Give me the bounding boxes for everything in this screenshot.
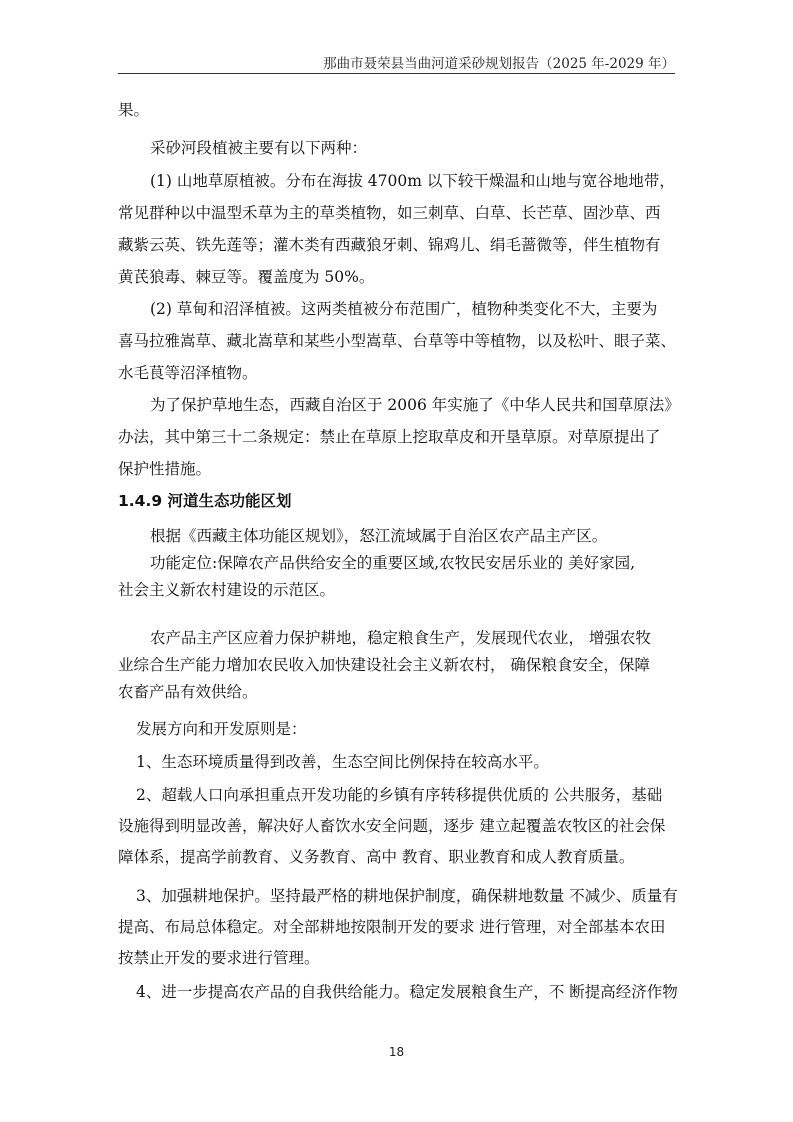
paragraph-line: 藏紫云英、铁先莲等；灌木类有西藏狼牙刺、锦鸡儿、绢毛蔷微等，伴生植物有 [118,236,661,254]
paragraph-line: 办法，其中第三十二条规定：禁止在草原上挖取草皮和开垦草原。对草原提出了 [118,428,661,446]
paragraph-line: (1) 山地草原植被。分布在海拔 4700m 以下较干燥温和山地与宽谷地地带， [150,172,675,190]
paragraph-line: 保护性措施。 [118,460,212,478]
paragraph-line: 常见群种以中温型禾草为主的草类植物，如三刺草、白草、长芒草、固沙草、西 [118,204,661,222]
paragraph-line: 业综合生产能力增加农民收入加快建设社会主义新农村， 确保粮食安全，保障 [118,656,650,674]
header-divider [118,73,675,74]
paragraph-line: 黄芪狼毒、棘豆等。覆盖度为 50%。 [118,268,375,286]
paragraph-line: 水毛茛等沼泽植物。 [118,364,258,382]
paragraph-line: 农畜产品有效供给。 [118,683,258,701]
paragraph-line: 农产品主产区应着力保护耕地，稳定粮食生产，发展现代农业， 增强农牧 [150,629,651,647]
section-heading: 1.4.9 河道生态功能区划 [118,492,292,510]
paragraph-line: 根据《西藏主体功能区规划》，怒江流域属于自治区农产品主产区。 [150,527,608,545]
paragraph-line: 采砂河段植被主要有以下两种： [150,139,368,157]
paragraph-line: 果。 [118,101,150,119]
paragraph-line: 3、加强耕地保护。坚持最严格的耕地保护制度，确保耕地数量 不减少、质量有 [136,887,678,905]
paragraph-line: 提高、布局总体稳定。对全部耕地按限制开发的要求 进行管理，对全部基本农田 [118,918,666,936]
header-title: 那曲市聂荣县当曲河道采砂规划报告（2025 年-2029 年） [323,56,675,72]
paragraph-line: 按禁止开发的要求进行管理。 [118,949,320,967]
paragraph-line: 设施得到明显改善，解决好人畜饮水安全问题，逐步 建立起覆盖农牧区的社会保 [118,817,666,835]
paragraph-line: 障体系，提高学前教育、义务教育、高中 教育、职业教育和成人教育质量。 [118,848,635,866]
paragraph-line: 2、超载人口向承担重点开发功能的乡镇有序转移提供优质的 公共服务，基础 [136,786,663,804]
paragraph-line: 4、进一步提高农产品的自我供给能力。稳定发展粮食生产，不 断提高经济作物 [136,983,678,1001]
paragraph-line: 功能定位:保障农产品供给安全的重要区域,农牧民安居乐业的 美好家园, [150,554,636,572]
paragraph-line: 发展方向和开发原则是： [136,720,307,738]
page-number: 18 [388,1045,405,1059]
paragraph-line: 社会主义新农村建设的示范区。 [118,581,336,599]
paragraph-line: 1、生态环境质量得到改善，生态空间比例保持在较高水平。 [136,753,549,771]
paragraph-line: 喜马拉雅嵩草、藏北嵩草和某些小型嵩草、台草等中等植物，以及松叶、眼子菜、 [118,332,677,350]
paragraph-line: 为了保护草地生态，西藏自治区于 2006 年实施了《中华人民共和国草原法》 [150,396,680,414]
paragraph-line: (2) 草甸和沼泽植被。这两类植被分布范围广，植物种类变化不大，主要为 [150,300,658,318]
